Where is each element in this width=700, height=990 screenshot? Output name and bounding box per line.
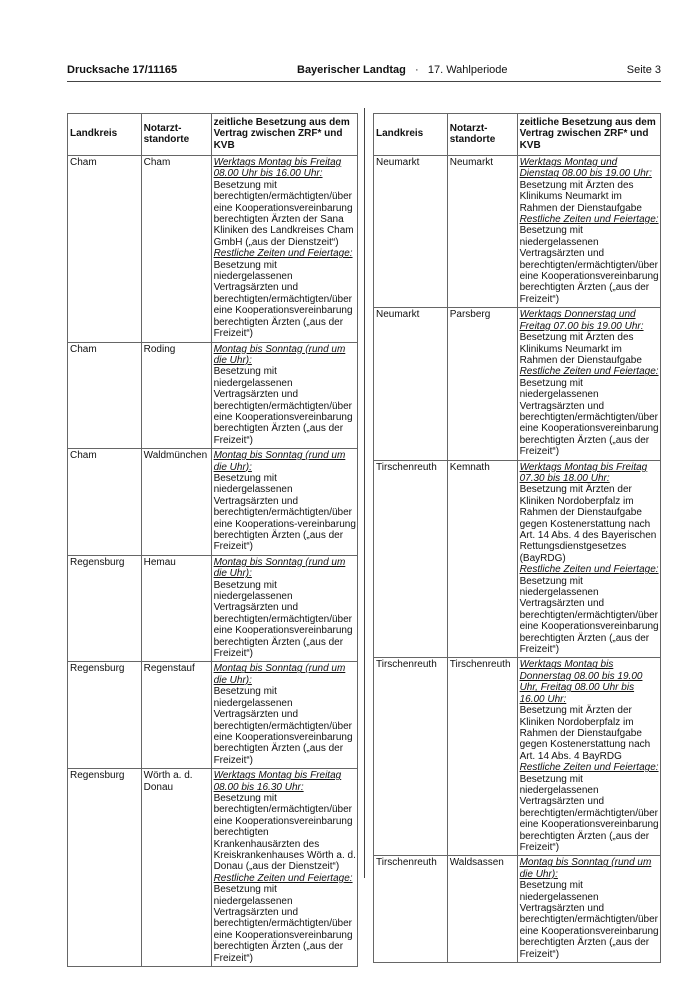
cell-standort: Roding: [141, 342, 211, 449]
table-row: [68, 342, 358, 449]
time-period-label: Restliche Zeiten und Feiertage:: [519, 366, 659, 378]
time-period-label: Werktags Donnerstag und Freitag 07.00 bis 19.00 Uhr:: [519, 309, 644, 332]
header-standorte: Notarzt- standorte: [447, 114, 517, 156]
cell-landkreis: Cham: [68, 156, 142, 343]
staffing-text: Besetzung mit niedergelassenen Vertragsärzten und berechtigten/ermächtigten/über eine Kooperationsvereinbarung berechtigten Ärzten („aus der Freizeit“): [519, 880, 659, 960]
table-row: [68, 449, 358, 556]
cell-standort: Kemnath: [447, 460, 517, 658]
cell-landkreis: Neumarkt: [374, 156, 448, 308]
staffing-text: Besetzung mit niedergelassenen Vertragsärzten und berechtigten/ermächtigten/über eine Kooperationsvereinbarung berechtigten Ärzten („aus der Freizeit“): [213, 686, 353, 766]
time-period-label: Restliche Zeiten und Feiertage:: [519, 214, 659, 226]
page-number: Seite 3: [626, 64, 661, 76]
parliament-label: [297, 64, 508, 76]
cell-besetzung: [211, 156, 357, 343]
cell-standort: Neumarkt: [447, 156, 517, 308]
cell-landkreis: Cham: [68, 449, 142, 556]
time-period-label: Restliche Zeiten und Feiertage:: [213, 248, 353, 260]
staffing-text: Besetzung mit niedergelassenen Vertragsärzten und berechtigten/ermächtigten/über eine Kooperationsvereinbarung berechtigten Ärzten („aus der Freizeit“): [213, 884, 353, 964]
staffing-text: Besetzung mit berechtigten/ermächtigten/über eine Kooperationsvereinbarung berechtigten Krankenhausärzten des Kreiskrankenhauses Wörth a. d. Donau („aus der Dienstzeit“): [213, 792, 356, 873]
cell-besetzung: [211, 555, 357, 662]
staffing-text: Besetzung mit niedergelassenen Vertragsärzten und berechtigten/ermächtigten/über eine Kooperationsvereinbarung berechtigten Ärzten („aus der Freizeit“): [213, 259, 353, 340]
cell-standort: Waldsassen: [447, 856, 517, 963]
time-period-label: Montag bis Sonntag (rund um die Uhr):: [213, 343, 346, 366]
cell-besetzung: [211, 449, 357, 556]
table-header-row: [374, 114, 661, 156]
cell-besetzung: [517, 460, 660, 658]
staffing-text: Besetzung mit niedergelassenen Vertragsärzten und berechtigten/ermächtigten/über eine Kooperationsvereinbarung berechtigten Ärzten („aus der Freizeit“): [213, 579, 353, 660]
cell-standort: Tirschenreuth: [447, 658, 517, 856]
time-period-label: Werktags Montag und Dienstag 08.00 bis 19.00 Uhr:: [519, 157, 652, 180]
staffing-text: Besetzung mit Ärzten der Kliniken Nordoberpfalz im Rahmen der Dienstaufgabe gegen Kostenerstattung nach Art. 14 Abs. 4 BayRDG: [519, 705, 651, 762]
column-separator: [364, 108, 365, 878]
time-period-label: Montag bis Sonntag (rund um die Uhr):: [213, 556, 346, 580]
header-landkreis: Landkreis: [374, 114, 448, 156]
header-divider: [67, 81, 661, 82]
time-period-label: Werktags Montag bis Donnerstag 08.00 bis 19.00 Uhr, Freitag 08.00 Uhr bis 16.00 Uhr:: [519, 659, 643, 705]
staffing-text: Besetzung mit Ärzten der Kliniken Nordoberpfalz im Rahmen der Dienstaufgabe gegen Kostenerstattung nach Art. 14 Abs. 4 des Bayerischen Rettungsdienstgesetzes (BayRDG): [519, 484, 657, 564]
time-period-label: Montag bis Sonntag (rund um die Uhr):: [213, 663, 346, 686]
time-period-label: Werktags Montag bis Freitag 07.30 bis 18.00 Uhr:: [519, 461, 648, 484]
table-left-body: [68, 156, 358, 967]
cell-besetzung: [517, 308, 660, 460]
cell-besetzung: [517, 856, 660, 963]
table-left: [67, 113, 358, 967]
cell-standort: Wörth a. d. Donau: [141, 769, 211, 967]
staffing-text: Besetzung mit niedergelassenen Vertragsärzten und berechtigten/ermächtigten/über eine Kooperationsvereinbarung berechtigten Ärzten („aus der Freizeit“): [519, 575, 659, 656]
time-period-label: Werktags Montag bis Freitag 08.00 Uhr bis 16.00 Uhr:: [213, 157, 342, 180]
staffing-text: Besetzung mit niedergelassenen Vertragsärzten und berechtigten/ermächtigten/über eine Kooperationsvereinbarung berechtigten Ärzten („aus der Freizeit“): [519, 225, 659, 305]
table-row: [374, 460, 661, 658]
cell-landkreis: Tirschenreuth: [374, 460, 448, 658]
table-row: [68, 662, 358, 769]
cell-landkreis: Regensburg: [68, 662, 142, 769]
table-row: [374, 308, 661, 460]
table-row: [374, 856, 661, 963]
header-standorte: Notarzt- standorte: [141, 114, 211, 156]
cell-besetzung: [211, 342, 357, 449]
staffing-text: Besetzung mit niedergelassenen Vertragsärzten und berechtigten/ermächtigten/über eine Kooperations-vereinbarung berechtigten Ärzten („aus der Freizeit“): [213, 472, 356, 553]
table-right: [373, 113, 661, 963]
time-period-label: Montag bis Sonntag (rund um die Uhr):: [519, 857, 652, 880]
header-separator: ·: [415, 64, 419, 76]
cell-besetzung: [517, 658, 660, 856]
cell-landkreis: Tirschenreuth: [374, 856, 448, 963]
staffing-text: Besetzung mit niedergelassenen Vertragsärzten und berechtigten/ermächtigten/über eine Kooperationsvereinbarung berechtigten Ärzten („aus der Freizeit“): [213, 366, 353, 446]
parliament-name: Bayerischer Landtag: [297, 64, 406, 76]
time-period-label: Montag bis Sonntag (rund um die Uhr):: [213, 450, 346, 473]
legislative-period: 17. Wahlperiode: [427, 64, 508, 76]
staffing-text: Besetzung mit niedergelassenen Vertragsärzten und berechtigten/ermächtigten/über eine Kooperationsvereinbarung berechtigten Ärzten („aus der Freizeit“): [519, 377, 659, 458]
page-header: [67, 64, 661, 80]
cell-landkreis: Regensburg: [68, 769, 142, 967]
staffing-text: Besetzung mit niedergelassenen Vertragsärzten und berechtigten/ermächtigten/über eine Kooperationsvereinbarung berechtigten Ärzten („aus der Freizeit“): [519, 773, 659, 853]
header-landkreis: Landkreis: [68, 114, 142, 156]
table-row: [68, 769, 358, 967]
cell-standort: Hemau: [141, 555, 211, 662]
staffing-text: Besetzung mit Ärzten des Klinikums Neumarkt im Rahmen der Dienstaufgabe: [519, 179, 642, 214]
table-right-body: [374, 156, 661, 963]
header-besetzung: zeitliche Besetzung aus dem Vertrag zwischen ZRF* und KVB: [211, 114, 357, 156]
cell-landkreis: Neumarkt: [374, 308, 448, 460]
cell-landkreis: Regensburg: [68, 555, 142, 662]
cell-standort: Parsberg: [447, 308, 517, 460]
header-besetzung: zeitliche Besetzung aus dem Vertrag zwischen ZRF* und KVB: [517, 114, 660, 156]
cell-besetzung: [517, 156, 660, 308]
cell-standort: Waldmünchen: [141, 449, 211, 556]
table-row: [68, 555, 358, 662]
time-period-label: Restliche Zeiten und Feiertage:: [213, 872, 353, 884]
cell-besetzung: [211, 769, 357, 967]
time-period-label: Werktags Montag bis Freitag 08.00 bis 16.30 Uhr:: [213, 770, 342, 793]
cell-besetzung: [211, 662, 357, 769]
cell-landkreis: Cham: [68, 342, 142, 449]
staffing-text: Besetzung mit berechtigten/ermächtigten/über eine Kooperationsvereinbarung berechtigten Ärzten der Sana Kliniken des Landkreises Cham GmbH („aus der Dienstzeit“): [213, 179, 354, 248]
staffing-text: Besetzung mit Ärzten des Klinikums Neumarkt im Rahmen der Dienstaufgabe: [519, 332, 642, 366]
time-period-label: Restliche Zeiten und Feiertage:: [519, 762, 659, 774]
table-row: [374, 658, 661, 856]
table-row: [68, 156, 358, 343]
table-header-row: [68, 114, 358, 156]
cell-landkreis: Tirschenreuth: [374, 658, 448, 856]
table-row: [374, 156, 661, 308]
document-number: Drucksache 17/11165: [67, 64, 178, 76]
cell-standort: Cham: [141, 156, 211, 343]
cell-standort: Regenstauf: [141, 662, 211, 769]
time-period-label: Restliche Zeiten und Feiertage:: [519, 564, 659, 576]
